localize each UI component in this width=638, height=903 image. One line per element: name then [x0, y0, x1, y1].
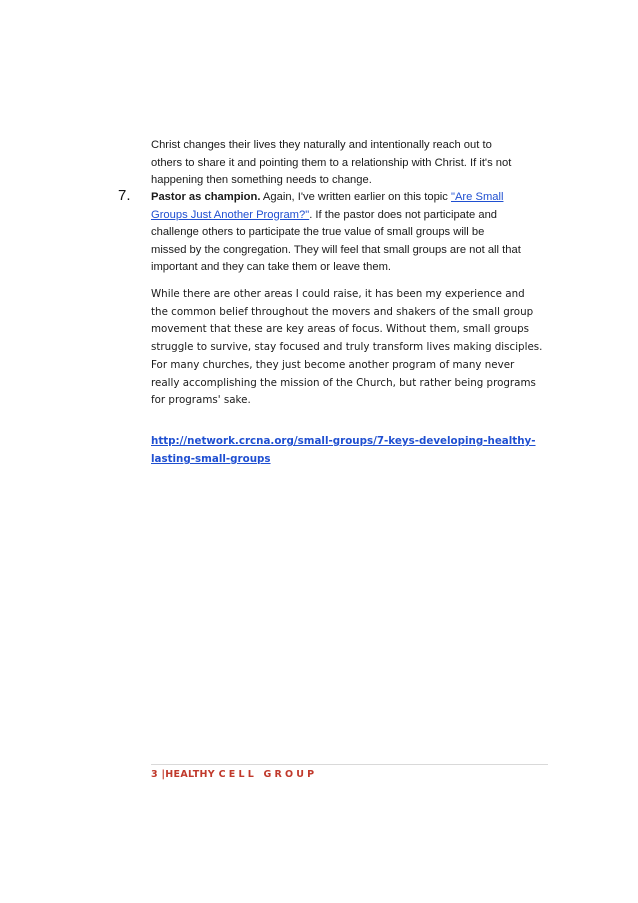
text-line: For many churches, they just become another program of many never — [151, 358, 515, 371]
item-line — [151, 189, 543, 207]
page-footer — [151, 769, 317, 780]
are-small-groups-link[interactable]: "Are Small — [451, 191, 504, 203]
text-line: Christ changes their lives they naturally and intentionally reach out to — [151, 139, 492, 151]
text-line: movement that these are key areas of focus. Without them, small groups — [151, 323, 530, 336]
source-url-link[interactable]: http://network.crcna.org/small-groups/7-keys-developing-healthy- — [151, 435, 536, 447]
list-item-number: 7. — [118, 187, 131, 204]
text-line: the common belief throughout the movers and shakers of the small group — [151, 305, 534, 318]
page-number: 3 | — [151, 769, 166, 780]
item-text: Again, I've written earlier on this topic — [260, 191, 451, 203]
closing-paragraph — [151, 286, 546, 410]
text-line: struggle to survive, stay focused and truly transform lives making disciples. — [151, 341, 543, 354]
item-line — [151, 207, 543, 225]
continuation-paragraph — [151, 137, 541, 190]
source-url-link-cont[interactable]: lasting-small-groups — [151, 453, 271, 465]
text-line: others to share it and pointing them to a relationship with Christ. If it's not — [151, 156, 512, 169]
item-heading: Pastor as champion. — [151, 191, 261, 203]
text-line: happening then something needs to change. — [151, 174, 372, 187]
item-text: . If the pastor does not participate and — [309, 208, 498, 221]
footer-title-word: HEALTHY — [165, 769, 219, 780]
text-line: While there are other areas I could raise, it has been my experience and — [151, 288, 525, 300]
text-line: really accomplishing the mission of the Church, but rather being programs — [151, 376, 536, 389]
are-small-groups-link-cont[interactable]: Groups Just Another Program?" — [151, 208, 310, 221]
item-line: missed by the congregation. They will feel that small groups are not all that — [151, 243, 521, 256]
source-link-block — [151, 432, 546, 468]
item-line: important and they can take them or leave them. — [151, 261, 392, 274]
footer-title-word: GROUP — [256, 769, 318, 780]
list-item-pastor-as-champion — [151, 189, 543, 277]
footer-title-word: CELL — [218, 769, 257, 780]
footer-divider — [151, 764, 548, 765]
item-line: challenge others to participate the true value of small groups will be — [151, 226, 485, 239]
text-line: for programs' sake. — [151, 394, 251, 407]
